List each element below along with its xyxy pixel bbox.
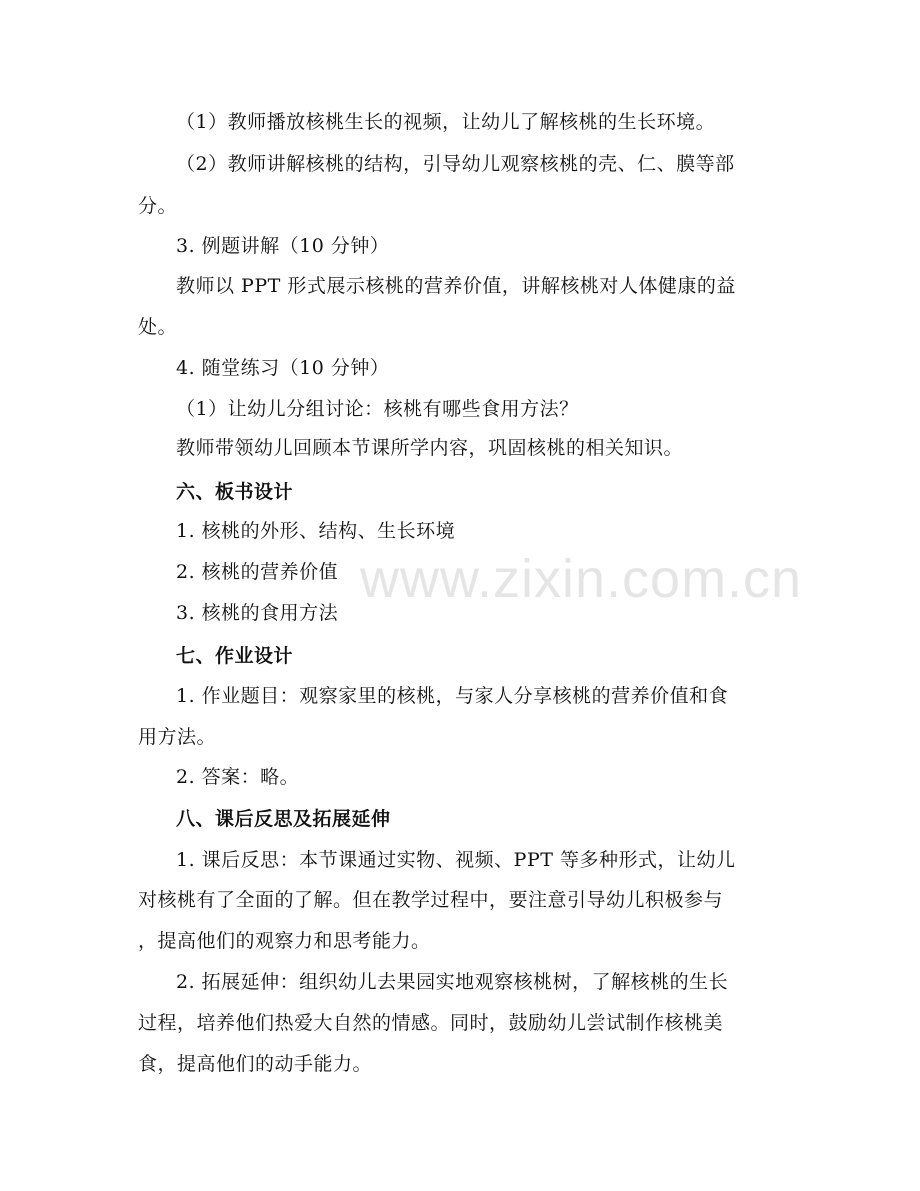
paragraph-line: 教师以 PPT 形式展示核桃的营养价值，讲解核桃对人体健康的益 [176, 275, 736, 297]
paragraph-line: 处。 [138, 316, 178, 338]
paragraph-line: （2）教师讲解核桃的结构，引导幼儿观察核桃的壳、仁、膜等部 [176, 153, 735, 175]
paragraph-line: 3. 例题讲解（10 分钟） [176, 235, 390, 257]
paragraph-line: 食，提高他们的动手能力。 [138, 1053, 373, 1075]
list-item: 3. 核桃的食用方法 [176, 602, 339, 624]
paragraph-line: 分。 [138, 195, 178, 217]
paragraph-line: （1）教师播放核桃生长的视频，让幼儿了解核桃的生长环境。 [176, 111, 716, 133]
watermark: www.zixin.com.cn [360, 549, 803, 609]
paragraph-line: （1）让幼儿分组讨论：核桃有哪些食用方法？ [176, 398, 579, 420]
paragraph-line: 过程，培养他们热爱大自然的情感。同时，鼓励幼儿尝试制作核桃美 [138, 1012, 724, 1034]
section-heading: 六、板书设计 [176, 481, 294, 503]
list-item: 1. 核桃的外形、结构、生长环境 [176, 520, 456, 542]
paragraph-line: 1. 课后反思：本节课通过实物、视频、PPT 等多种形式，让幼儿 [176, 849, 736, 871]
paragraph-line: 2. 拓展延伸：组织幼儿去果园实地观察核桃树，了解核桃的生长 [176, 971, 729, 993]
section-heading: 八、课后反思及拓展延伸 [176, 808, 391, 830]
paragraph-line: 1. 作业题目：观察家里的核桃，与家人分享核桃的营养价值和食 [176, 685, 729, 707]
section-heading: 七、作业设计 [176, 645, 294, 667]
paragraph-line: 用方法。 [138, 726, 217, 748]
list-item: 2. 核桃的营养价值 [176, 561, 339, 583]
paragraph-line: 4. 随堂练习（10 分钟） [176, 357, 390, 379]
paragraph-line: 教师带领幼儿回顾本节课所学内容，巩固核桃的相关知识。 [176, 437, 684, 459]
paragraph-line: 2. 答案：略。 [176, 766, 300, 788]
paragraph-line: 对核桃有了全面的了解。但在教学过程中，要注意引导幼儿积极参与 [138, 889, 724, 911]
paragraph-line: ，提高他们的观察力和思考能力。 [138, 930, 431, 952]
